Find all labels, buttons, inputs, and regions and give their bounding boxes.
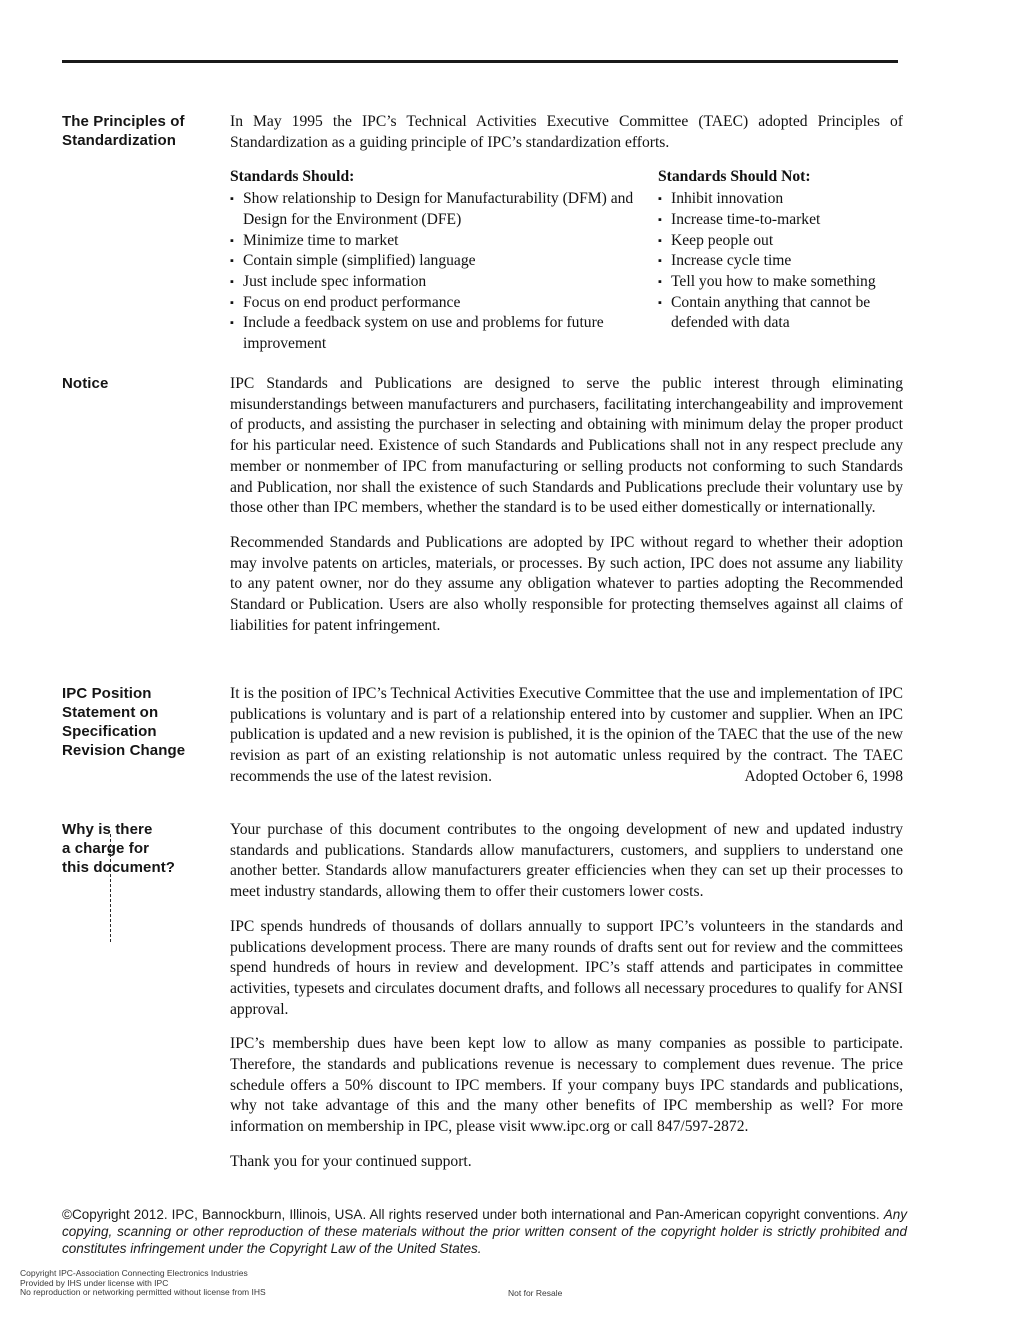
section-body-notice — [230, 374, 903, 636]
section-body-position-statement — [230, 684, 903, 788]
list-item: ▪ Tell you how to make something — [658, 272, 903, 293]
heading-line: Specification — [62, 723, 157, 740]
standards-should-column — [230, 167, 658, 354]
list-item: ▪ Keep people out — [658, 231, 903, 252]
heading-line: Statement on — [62, 704, 159, 721]
principles-intro-paragraph: In May 1995 the IPC’s Technical Activities Executive Committee (TAEC) adopted Principles of Standardization as a guiding principle of IPC’s standardization efforts. — [230, 113, 903, 151]
standards-should-not-column — [658, 167, 903, 354]
list-item: ▪ Minimize time to market — [230, 231, 638, 252]
list-item: ▪ Contain anything that cannot be defended with data — [658, 293, 903, 334]
license-footer-line: Provided by IHS under license with IPC — [20, 1277, 169, 1288]
section-heading-notice — [62, 374, 230, 636]
charge-paragraph: Your purchase of this document contributes to the ongoing development of new and updated industry standards and publications. Standards allow manufacturers, customers, and suppliers to understand one another better. Standards allow manufacturers greater efficiencies when they can set up their processes to meet industry standards, allowing them to offer their customers lower costs. — [230, 821, 903, 901]
copyright-text-italic: Any copying, scanning or other reproduction of these materials without the prior written consent of the copyright holder is strictly prohibited and constitutes infringement under the Copyright Law of the United States. — [62, 1207, 907, 1256]
heading-line: IPC Position — [62, 685, 152, 702]
position-paragraph — [230, 684, 903, 788]
copyright-notice — [62, 1206, 907, 1257]
standards-should-list — [230, 189, 638, 355]
position-paragraph-text: It is the position of IPC’s Technical Activities Executive Committee that the use and implementation of IPC publications is voluntary and is part of a relationship entered into by customer and supplier. When an IPC publication is updated and a new revision is published, it is the opinion of the TAEC that the use of the new revision as part of an existing relationship is not automatic unless required by the contract. The TAEC recommends the use of the latest revision. — [230, 685, 903, 785]
charge-closing-line: Thank you for your continued support. — [230, 1152, 472, 1170]
license-footer — [20, 1269, 266, 1298]
list-item: ▪ Increase cycle time — [658, 251, 903, 272]
heading-line: a charge for — [62, 840, 150, 857]
section-heading-principles — [62, 112, 230, 355]
adopted-date-note: Adopted October 6, 1998 — [744, 767, 903, 785]
heading-line: Revision Change — [62, 742, 186, 759]
list-item: ▪ Contain simple (simplified) language — [230, 251, 638, 272]
top-horizontal-rule — [62, 60, 898, 63]
copyright-text-normal: ©Copyright 2012. IPC, Bannockburn, Illinois, USA. All rights reserved under both international and Pan-American copyright conventions. — [62, 1207, 884, 1222]
list-item: ▪ Focus on end product performance — [230, 293, 638, 314]
heading-line: The Principles of — [62, 113, 185, 130]
section-heading-position-statement — [62, 684, 230, 788]
section-body-principles — [230, 112, 903, 355]
standards-lists-row — [230, 167, 903, 354]
heading-line: Standardization — [62, 132, 177, 149]
section-why-charge — [62, 820, 903, 1173]
charge-paragraph: IPC spends hundreds of thousands of dollars annually to support IPC’s volunteers in the standards and publications development process. There are many rounds of drafts sent out for review and the committees spend hundreds of hours in review and development. IPC’s staff attends and participates in committee activities, typesets and circulates document drafts, and follows all necessary procedures to qualify for ANSI approval. — [230, 917, 903, 1018]
section-notice — [62, 374, 903, 636]
scan-artifact-dashed-line — [110, 834, 111, 942]
standards-should-not-list — [658, 189, 903, 334]
notice-paragraph: Recommended Standards and Publications are adopted by IPC without regard to whether their adoption may involve patents on articles, materials, or processes. By such action, IPC does not assume any liability to any patent owner, nor do they assume any obligation whatever to parties adopting the Recommended Standard or Publication. Users are also wholly responsible for protecting themselves against all claims of liabilities for patent infringement. — [230, 533, 903, 634]
not-for-resale-label: Not for Resale — [508, 1288, 563, 1298]
heading-line: this document? — [62, 859, 176, 876]
list-item: ▪ Just include spec information — [230, 272, 638, 293]
standards-should-title: Standards Should: — [230, 168, 355, 186]
section-position-statement — [62, 684, 903, 788]
list-item: ▪ Inhibit innovation — [658, 189, 903, 210]
list-item: ▪ Include a feedback system on use and problems for future improvement — [230, 313, 638, 354]
notice-paragraph: IPC Standards and Publications are designed to serve the public interest through eliminating misunderstandings between manufacturers and purchasers, facilitating interchangeability and improvement of products, and assisting the purchaser in selecting and obtaining with minimum delay the proper product for his particular need. Existence of such Standards and Publications shall not in any respect preclude any member or nonmember of IPC from manufacturing or selling products not conforming to such Standards and Publication, nor shall the existence of such Standards and Publications preclude their voluntary use by those other than IPC members, whether the standard is to be used either domestically or internationally. — [230, 375, 903, 517]
standards-should-not-title: Standards Should Not: — [658, 168, 811, 186]
license-footer-line: Copyright IPC-Association Connecting Electronics Industries — [20, 1268, 248, 1278]
list-item: ▪ Increase time-to-market — [658, 210, 903, 231]
section-body-why-charge — [230, 820, 903, 1173]
heading-line: Notice — [62, 375, 109, 392]
list-item: ▪ Show relationship to Design for Manufacturability (DFM) and Design for the Environment (DFE) — [230, 189, 638, 230]
section-heading-why-charge — [62, 820, 230, 1173]
license-footer-line: No reproduction or networking permitted without license from IHS — [20, 1287, 266, 1297]
heading-line: Why is there — [62, 821, 153, 838]
charge-paragraph: IPC’s membership dues have been kept low to allow as many companies as possible to participate. Therefore, the standards and publications revenue is necessary to complement dues revenue. The price schedule offers a 50% discount to IPC members. If your company buys IPC standards and publications, why not take advantage of this and the many other benefits of IPC membership as well? For more information on membership in IPC, please visit www.ipc.org or call 847/597-2872. — [230, 1035, 903, 1136]
section-principles — [62, 112, 903, 355]
